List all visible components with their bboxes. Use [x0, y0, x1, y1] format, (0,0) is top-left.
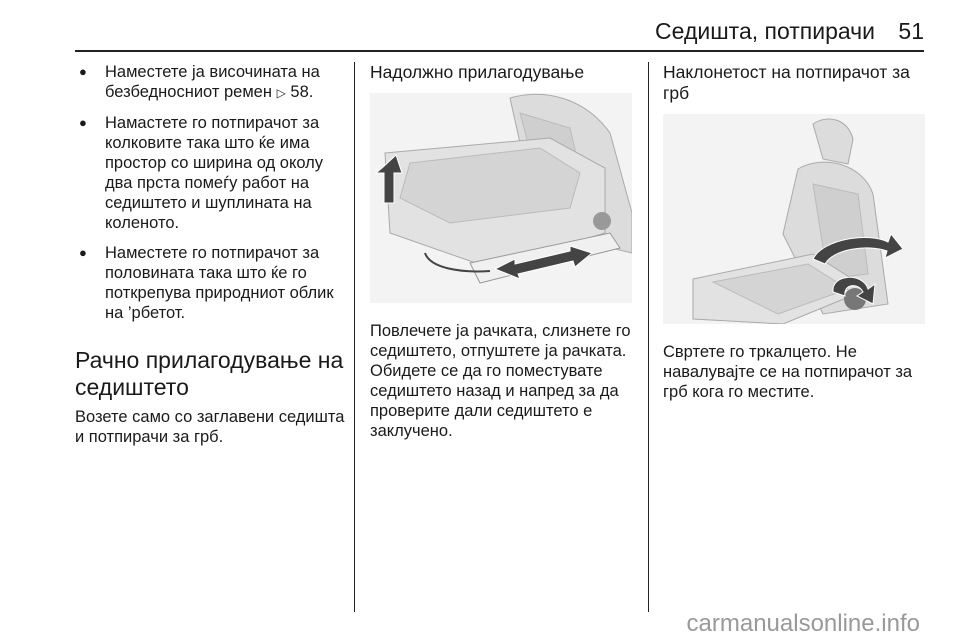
backrest-tilt-illustration: [663, 114, 925, 324]
page-header-title: Седишта, потпирачи: [655, 18, 875, 44]
page-number: 51: [898, 18, 924, 44]
bullet-text: Наместете го потпирачот за половината така што ќе го поткрепува природниот облик на ’рбетот.: [105, 244, 334, 322]
section-heading: Рачно прилагодување на седиштето: [75, 347, 344, 400]
column-3: [663, 62, 925, 402]
page-reference-link[interactable]: 58.: [290, 83, 314, 101]
watermark: carmanualsonline.info: [686, 610, 920, 637]
bullet-list: [75, 62, 345, 323]
page-reference-arrow-icon[interactable]: ▷: [276, 86, 286, 100]
column-divider-2: [648, 62, 649, 612]
list-item: [75, 62, 345, 103]
column-1: [75, 62, 345, 447]
bullet-dot-icon: ●: [79, 115, 87, 130]
bullet-dot-icon: ●: [79, 64, 87, 79]
seat-longitudinal-illustration: [370, 93, 632, 303]
header-divider: [75, 50, 924, 52]
list-item: [75, 243, 345, 323]
bullet-dot-icon: ●: [79, 245, 87, 260]
column-divider-1: [354, 62, 355, 612]
column-2: [370, 62, 634, 441]
section-body: Возете само со заглавени седишта и потпирачи за грб.: [75, 408, 345, 446]
bullet-text: Намастете го потпирачот за колковите така што ќе има простор со ширина од околу два прста помеѓу работ на седиштето и шуплината на коленото.: [105, 114, 324, 232]
list-item: [75, 113, 345, 233]
subheading-backrest-tilt: Наклонетост на потпирачот за грб: [663, 62, 910, 103]
backrest-instructions: Свртете го тркалцето. Не навалувајте се на потпирачот за грб кога го местите.: [663, 343, 913, 401]
bullet-text: Наместете ја височината на безбедносниот ремен: [105, 63, 320, 101]
subheading-longitudinal: Надолжно прилагодување: [370, 62, 585, 82]
longitudinal-instructions: Повлечете ја рачката, слизнете го седиштето, отпуштете ја рачката. Обидете се да го поместувате седиштето назад и напред за да проверите дали седиштето е заклучено.: [370, 322, 631, 440]
